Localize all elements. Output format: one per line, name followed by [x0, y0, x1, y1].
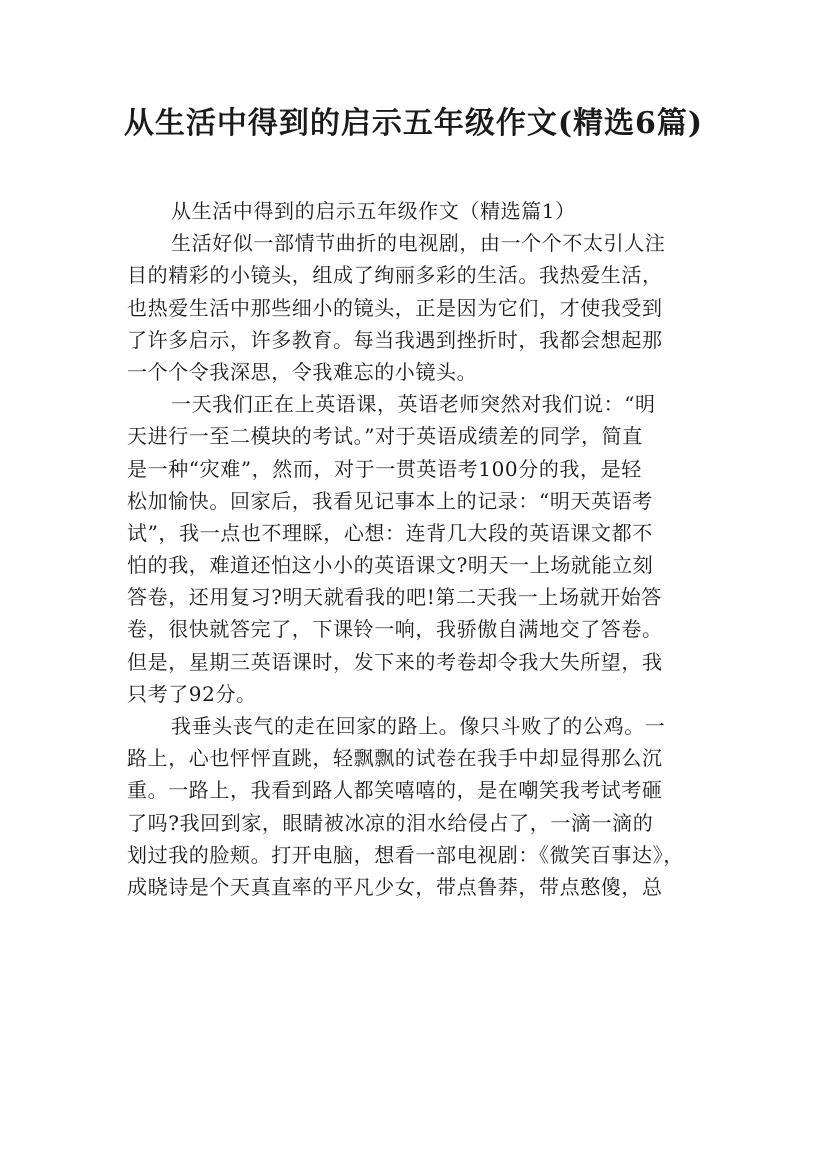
paragraph-line: 生活好似一部情节曲折的电视剧，由一个个不太引人注: [171, 231, 666, 256]
paragraph-line: 一天我们正在上英语课，英语老师突然对我们说：“明: [171, 392, 656, 417]
paragraph-line: 是一种“灾难”，然而，对于一贯英语考100分的我，是轻: [127, 456, 642, 481]
paragraph-line: 了吗?我回到家，眼睛被冰凉的泪水给侵占了，一滴一滴的: [127, 810, 654, 835]
paragraph-line: 但是，星期三英语课时，发下来的考卷却令我大失所望，我: [127, 649, 663, 674]
paragraph-line: 目的精彩的小镜头，组成了绚丽多彩的生活。我热爱生活，: [127, 263, 663, 288]
paragraph-line: 也热爱生活中那些细小的镜头，正是因为它们，才使我受到: [127, 295, 663, 320]
paragraph-3: [127, 710, 707, 903]
paragraph-line: 卷，很快就答完了，下课铃一响，我骄傲自满地交了答卷。: [127, 617, 663, 642]
paragraph-line: 划过我的脸颊。打开电脑，想看一部电视剧：《微笑百事达》，: [127, 842, 684, 867]
paragraph-line: 成晓诗是个天真直率的平凡少女，带点鲁莽，带点憨傻，总: [127, 874, 663, 899]
document-body: [127, 195, 707, 903]
paragraph-line: 路上，心也怦怦直跳，轻飘飘的试卷在我手中却显得那么沉: [127, 746, 663, 771]
paragraph-line: 怕的我，难道还怕这小小的英语课文?明天一上场就能立刻: [127, 553, 654, 578]
paragraph-2: [127, 388, 707, 710]
paragraph-line: 我垂头丧气的走在回家的路上。像只斗败了的公鸡。一: [171, 714, 666, 738]
document-title: 从生活中得到的启示五年级作文(精选6篇): [123, 106, 704, 141]
paragraph-line: 一个个令我深思，令我难忘的小镜头。: [127, 359, 478, 384]
paragraph-line: 重。一路上，我看到路人都笑嘻嘻的，是在嘲笑我考试考砸: [127, 778, 663, 803]
paragraph-line: 了许多启示，许多教育。每当我遇到挫折时，我都会想起那: [127, 327, 663, 352]
paragraph-line: 只考了92分。: [127, 681, 257, 706]
paragraph-line: 答卷，还用复习?明天就看我的吧!第二天我一上场就开始答: [127, 585, 662, 610]
paragraph-1: [127, 227, 707, 388]
paragraph-line: 天进行一至二模块的考试。”对于英语成绩差的同学，简直: [127, 424, 643, 449]
section-heading: 从生活中得到的启示五年级作文（精选篇1）: [171, 199, 576, 223]
paragraph-line: 松加愉快。回家后，我看见记事本上的记录：“明天英语考: [127, 488, 653, 513]
paragraph-line: 试”，我一点也不理睬，心想：连背几大段的英语课文都不: [127, 520, 653, 545]
